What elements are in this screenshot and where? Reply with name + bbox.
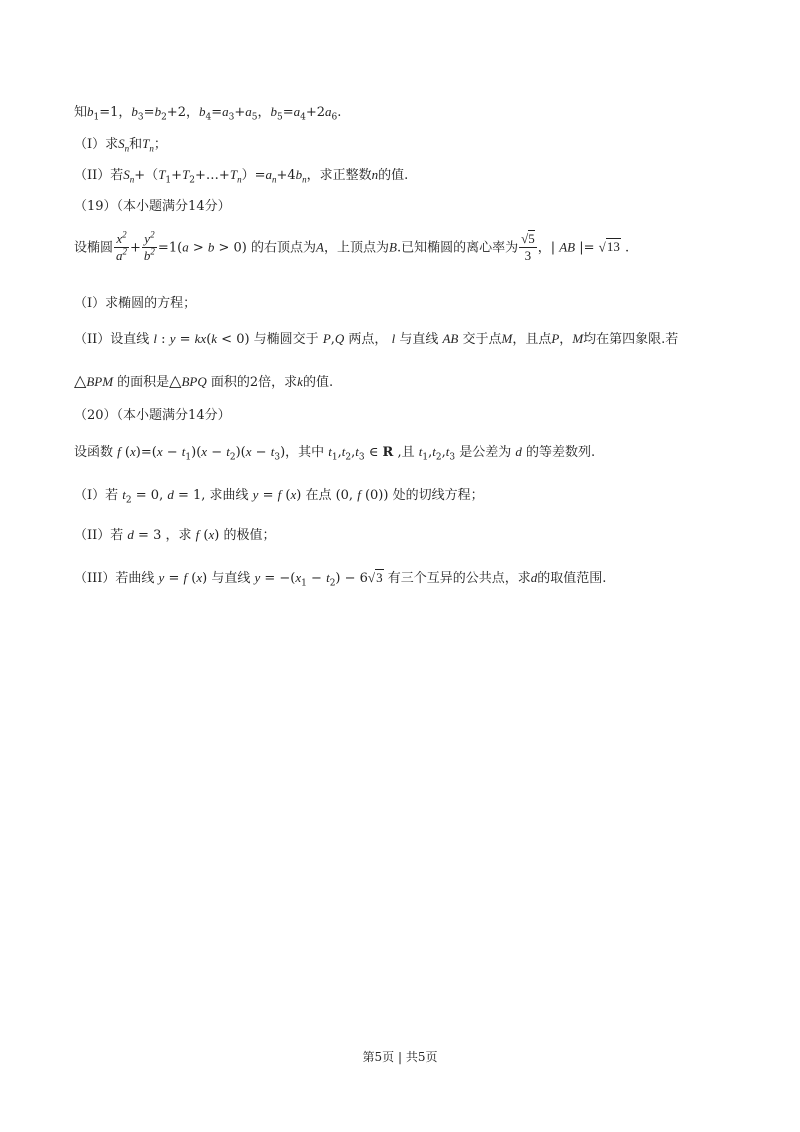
q19-heading: （19）（本小题满分14分） — [74, 199, 231, 214]
q20-part3: （III）若曲线 y = f (x) 与直线 $y = -(x_1 - t_2) - 6√3$ 有三个互异的公共点，求d的取值范围. — [74, 570, 607, 589]
q18-part1: （I）求$S_n$和$T_n$； — [74, 136, 167, 154]
q19-part1: （Ⅰ）求椭圆的方程； — [74, 296, 197, 311]
q19-part2-cont: △BPM 的面积是△BPQ 面积的2倍，求k的值. — [74, 371, 334, 390]
q20-stem: 设函数 f $(x)=(x - t_1)(x - t_2)(x - t_3)$，其中 $t_1,t_2,t_3$ ∈ R ,且 $t_1,t_2,t_3$ 是公差为 d 的等差数列. — [74, 444, 596, 463]
line-condition: 知$b_1=1$，$b_3=b_2+2$，$b_4=a_3+a_5$，$b_5=a_4+2a_6$. — [74, 104, 342, 123]
q20-heading: （20）（本小题满分14分） — [74, 408, 231, 423]
q19-stem: 设椭圆 $\frac{x^2}{a^2}$ + $\frac{y^2}{b^2}$ =1(a > b > 0) 的右顶点为A，上顶点为B.已知椭圆的离心率为 $\frac{√5}{3}$ ，| AB |= √13 . — [74, 229, 630, 264]
q18-part2: （II）若$S_n+(T_1+T_2+\dots+T_n)=a_n+4b_n$，求正整数n的值. — [74, 167, 409, 186]
q20-part2: （II）若 d = 3 ，求 f (x) 的极值； — [74, 527, 276, 543]
q20-part1: （I）若 $t_2 = 0$, d = 1, 求曲线 y = f (x) 在点 (0, f (0)) 处的切线方程； — [74, 487, 484, 506]
page-footer: 第5页 | 共5页 — [362, 1050, 438, 1064]
q19-part2: （II）设直线 l : y = kx(k < 0) 与椭圆交于 P,Q 两点， l 与直线 AB 交于点M，且点P，M均在第四象限.若 — [74, 331, 679, 347]
